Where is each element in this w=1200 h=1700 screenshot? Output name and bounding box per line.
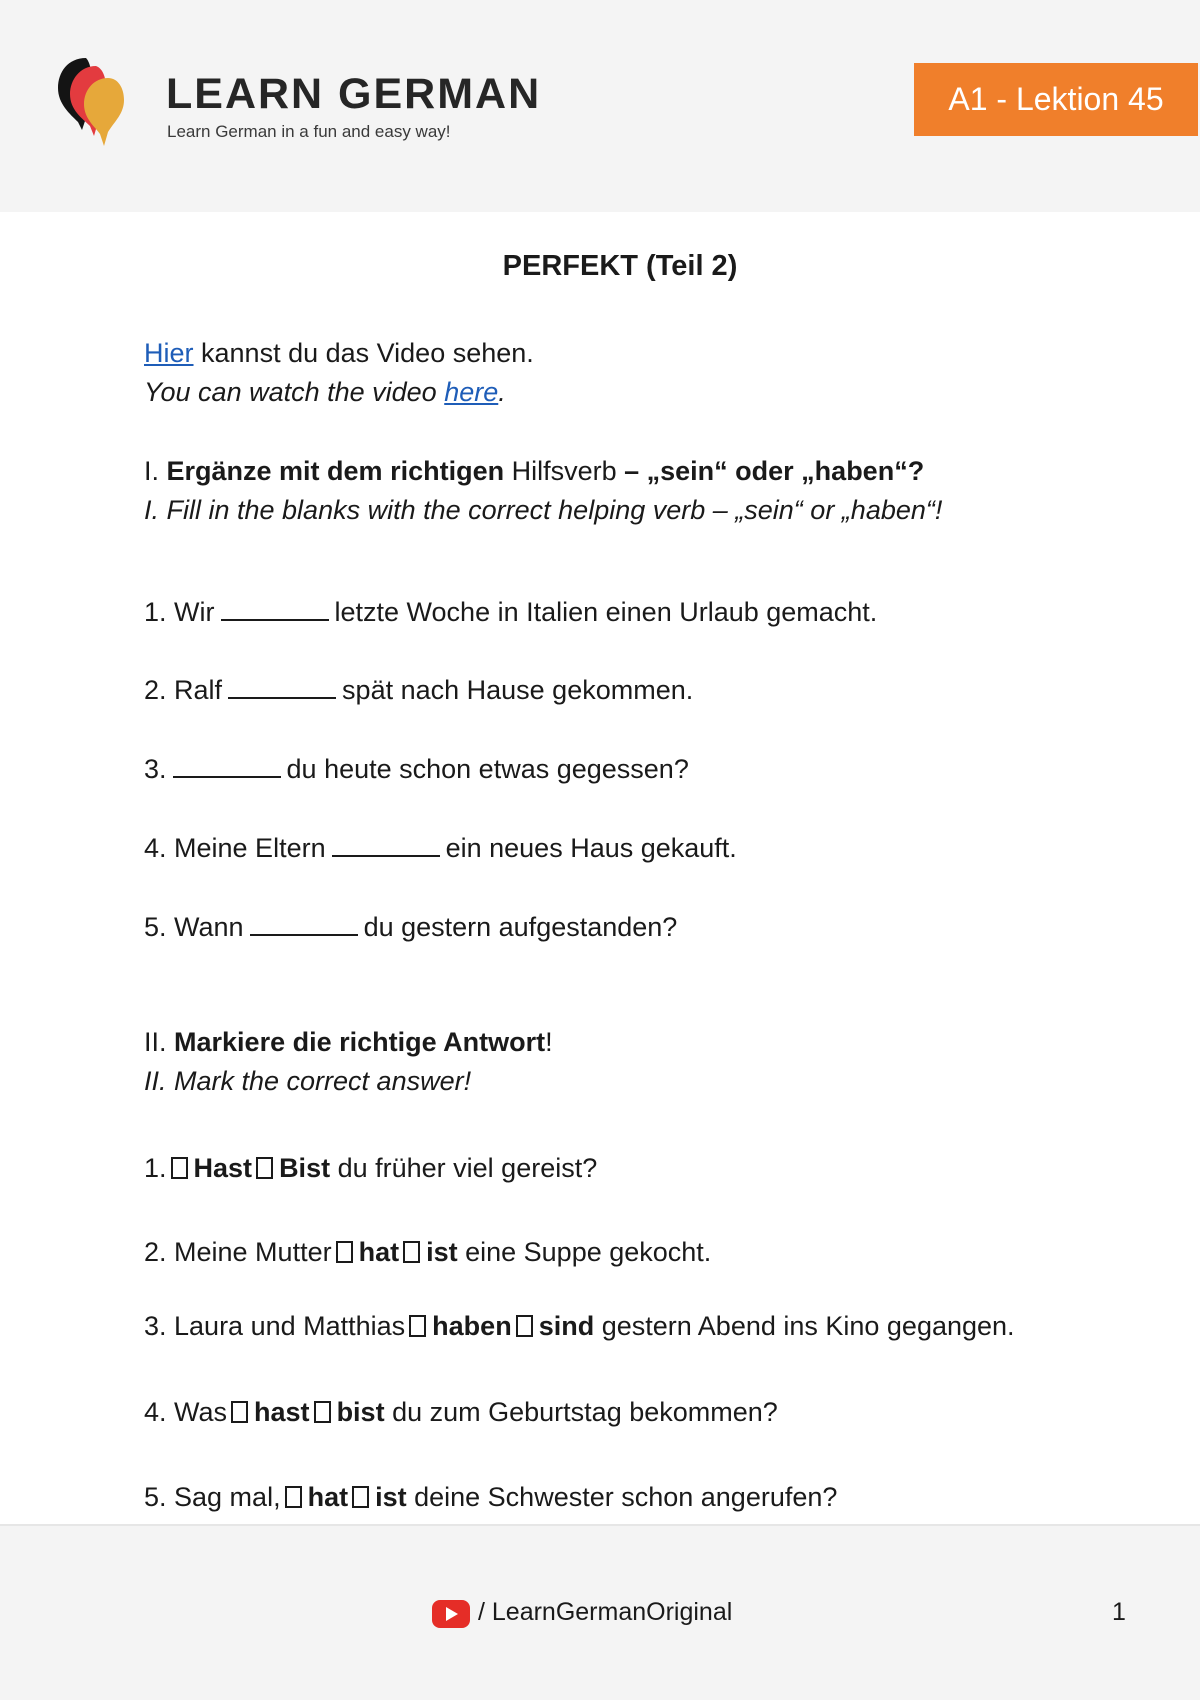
speech-bubble-flag-icon [56,56,128,148]
blank-field[interactable] [221,595,329,621]
fill-item-text: 1. Wir [144,597,215,627]
fill-item-text: letzte Woche in Italien einen Urlaub gemacht. [334,597,878,627]
page-footer [0,1524,1200,1700]
fill-item-text: spät nach Hause gekommen. [342,675,694,705]
option-label: ist [426,1237,458,1267]
section2-subheading: II. Mark the correct answer! [144,1066,472,1096]
fill-item-text: ein neues Haus gekauft. [445,833,737,863]
option-label: hast [254,1397,310,1427]
section2-heading [144,1027,553,1058]
choice-item-text: 4. Was [144,1397,228,1427]
option-label: hat [358,1237,400,1267]
intro-english [144,377,506,408]
blank-field[interactable] [332,831,440,857]
fill-item-text: 4. Meine Eltern [144,833,326,863]
fill-item-5 [144,910,677,943]
intro-german [144,338,534,369]
blank-field[interactable] [228,673,336,699]
youtube-icon[interactable] [432,1600,470,1628]
choice-item-text: 3. Laura und Matthias [144,1311,406,1341]
option-label: sind [538,1311,595,1341]
page-title: PERFEKT (Teil 2) [502,250,738,282]
section1-heading [144,456,924,487]
fill-item-4 [144,831,737,864]
section1-heading-plain: Hilfsverb [511,456,617,486]
choice-item-2 [144,1237,711,1268]
choice-item-text: du zum Geburtstag bekommen? [392,1397,778,1427]
checkbox[interactable] [314,1401,331,1423]
brand-title: LEARN GERMAN [166,70,542,118]
choice-item-5 [144,1482,837,1513]
channel-name[interactable]: / LearnGermanOriginal [478,1598,733,1626]
checkbox[interactable] [171,1157,188,1179]
level-badge: A1 - Lektion 45 [914,63,1198,136]
video-link-de[interactable]: Hier [144,338,194,368]
choice-item-4 [144,1397,778,1428]
option-label: Hast [193,1153,253,1183]
option-label: bist [336,1397,385,1427]
section1-subheading: I. Fill in the blanks with the correct helping verb – „sein“ or „haben“! [144,495,943,525]
choice-item-text: 1. [144,1153,167,1183]
fill-item-text: 5. Wann [144,912,244,942]
section2-heading-suffix: ! [545,1027,553,1057]
section1-heading-bold: Ergänze mit dem richtigen [166,456,512,486]
section1-heading-bold-end: – „sein“ oder „haben“? [616,456,925,486]
choice-item-text: 2. Meine Mutter [144,1237,332,1267]
fill-item-1 [144,595,877,628]
intro-german-text: kannst du das Video sehen. [193,338,534,368]
choice-item-text: 5. Sag mal, [144,1482,281,1512]
intro-english-text: You can watch the video [144,377,445,407]
choice-item-1 [144,1153,597,1184]
checkbox[interactable] [231,1401,248,1423]
fill-item-text: 3. [144,754,167,784]
fill-item-text: du gestern aufgestanden? [363,912,678,942]
section2-number: II. [144,1027,175,1057]
checkbox[interactable] [336,1241,353,1263]
checkbox[interactable] [352,1486,369,1508]
option-label: hat [307,1482,349,1512]
checkbox[interactable] [256,1157,273,1179]
blank-field[interactable] [173,752,281,778]
choice-item-3 [144,1311,1015,1342]
page-number: 1 [1112,1598,1126,1626]
fill-item-2 [144,673,693,706]
section2-heading-bold: Markiere die richtige Antwort [174,1027,546,1057]
video-link-en[interactable]: here [444,377,499,407]
page-header [0,0,1200,212]
brand-tagline: Learn German in a fun and easy way! [167,122,451,141]
blank-field[interactable] [250,910,358,936]
fill-item-text: du heute schon etwas gegessen? [286,754,689,784]
checkbox[interactable] [403,1241,420,1263]
choice-item-text: eine Suppe gekocht. [465,1237,712,1267]
option-label: Bist [279,1153,331,1183]
fill-item-text: 2. Ralf [144,675,223,705]
fill-item-3 [144,752,689,785]
section1-number: I. [144,456,167,486]
checkbox[interactable] [516,1315,533,1337]
option-label: haben [432,1311,512,1341]
option-label: ist [375,1482,407,1512]
choice-item-text: gestern Abend ins Kino gegangen. [601,1311,1015,1341]
checkbox[interactable] [409,1315,426,1337]
choice-item-text: du früher viel gereist? [337,1153,598,1183]
checkbox[interactable] [285,1486,302,1508]
choice-item-text: deine Schwester schon angerufen? [414,1482,838,1512]
intro-english-suffix: . [498,377,506,407]
